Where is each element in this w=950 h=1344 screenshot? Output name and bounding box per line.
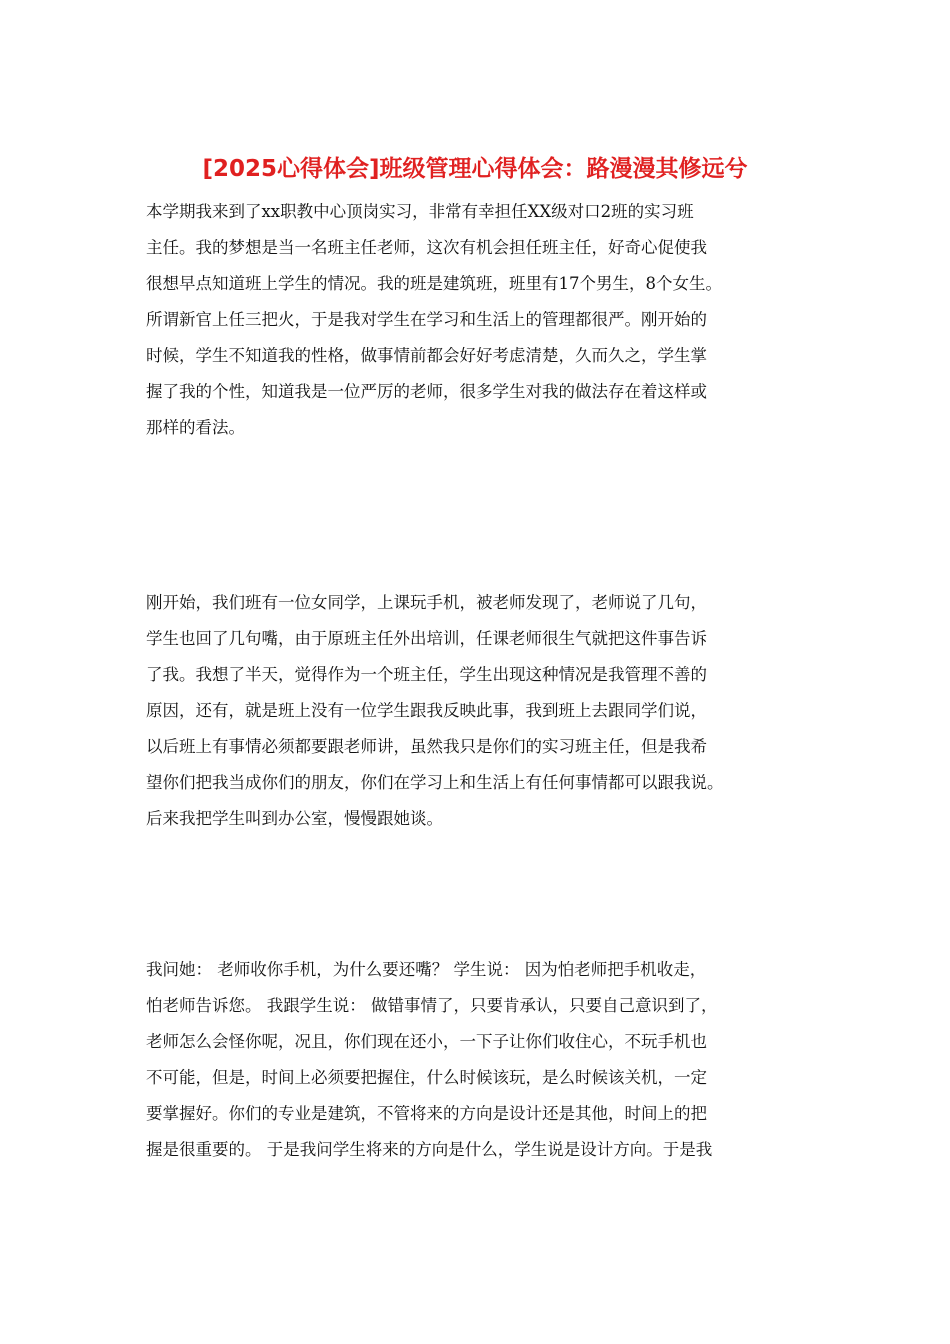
- text-line: 以后班上有事情必须都要跟老师讲，虽然我只是你们的实习班主任，但是我希: [146, 737, 707, 756]
- text-line: 我问她： 老师收你手机，为什么要还嘴？ 学生说： 因为怕老师把手机收走，: [146, 960, 707, 979]
- text-line: 本学期我来到了xx职教中心顶岗实习，非常有幸担任XX级对口2班的实习班: [146, 202, 694, 221]
- text-line: 怕老师告诉您。 我跟学生说： 做错事情了，只要肯承认，只要自己意识到了，: [146, 996, 718, 1015]
- text-line: 后来我把学生叫到办公室，慢慢跟她谈。: [146, 809, 443, 828]
- text-line: 那样的看法。: [146, 418, 245, 437]
- text-line: 要掌握好。你们的专业是建筑，不管将来的方向是设计还是其他，时间上的把: [146, 1104, 707, 1123]
- text-line: 老师怎么会怪你呢，况且，你们现在还小，一下子让你们收住心，不玩手机也: [146, 1032, 707, 1051]
- document-title: [2025心得体会]班级管理心得体会：路漫漫其修远兮: [202, 156, 748, 182]
- text-line: 学生也回了几句嘴，由于原班主任外出培训，任课老师很生气就把这件事告诉: [146, 629, 707, 648]
- paragraph-2: [146, 585, 816, 837]
- text-line: 不可能，但是，时间上必须要把握住，什么时候该玩，是么时候该关机，一定: [146, 1068, 707, 1087]
- text-line: 握是很重要的。 于是我问学生将来的方向是什么，学生说是设计方向。于是我: [146, 1140, 713, 1159]
- text-line: 时候，学生不知道我的性格，做事情前都会好好考虑清楚，久而久之，学生掌: [146, 346, 707, 365]
- text-line: 主任。我的梦想是当一名班主任老师，这次有机会担任班主任，好奇心促使我: [146, 238, 707, 257]
- paragraph-3: [146, 952, 816, 1168]
- text-line: 望你们把我当成你们的朋友，你们在学习上和生活上有任何事情都可以跟我说。: [146, 773, 724, 792]
- paragraph-1: [146, 194, 816, 446]
- text-line: 握了我的个性，知道我是一位严厉的老师，很多学生对我的做法存在着这样或: [146, 382, 707, 401]
- text-line: 了我。我想了半天，觉得作为一个班主任，学生出现这种情况是我管理不善的: [146, 665, 707, 684]
- text-line: 所谓新官上任三把火，于是我对学生在学习和生活上的管理都很严。刚开始的: [146, 310, 707, 329]
- text-line: 原因，还有，就是班上没有一位学生跟我反映此事，我到班上去跟同学们说，: [146, 701, 707, 720]
- text-line: 刚开始，我们班有一位女同学，上课玩手机，被老师发现了，老师说了几句，: [146, 593, 707, 612]
- text-line: 很想早点知道班上学生的情况。我的班是建筑班，班里有17个男生，8个女生。: [146, 274, 722, 293]
